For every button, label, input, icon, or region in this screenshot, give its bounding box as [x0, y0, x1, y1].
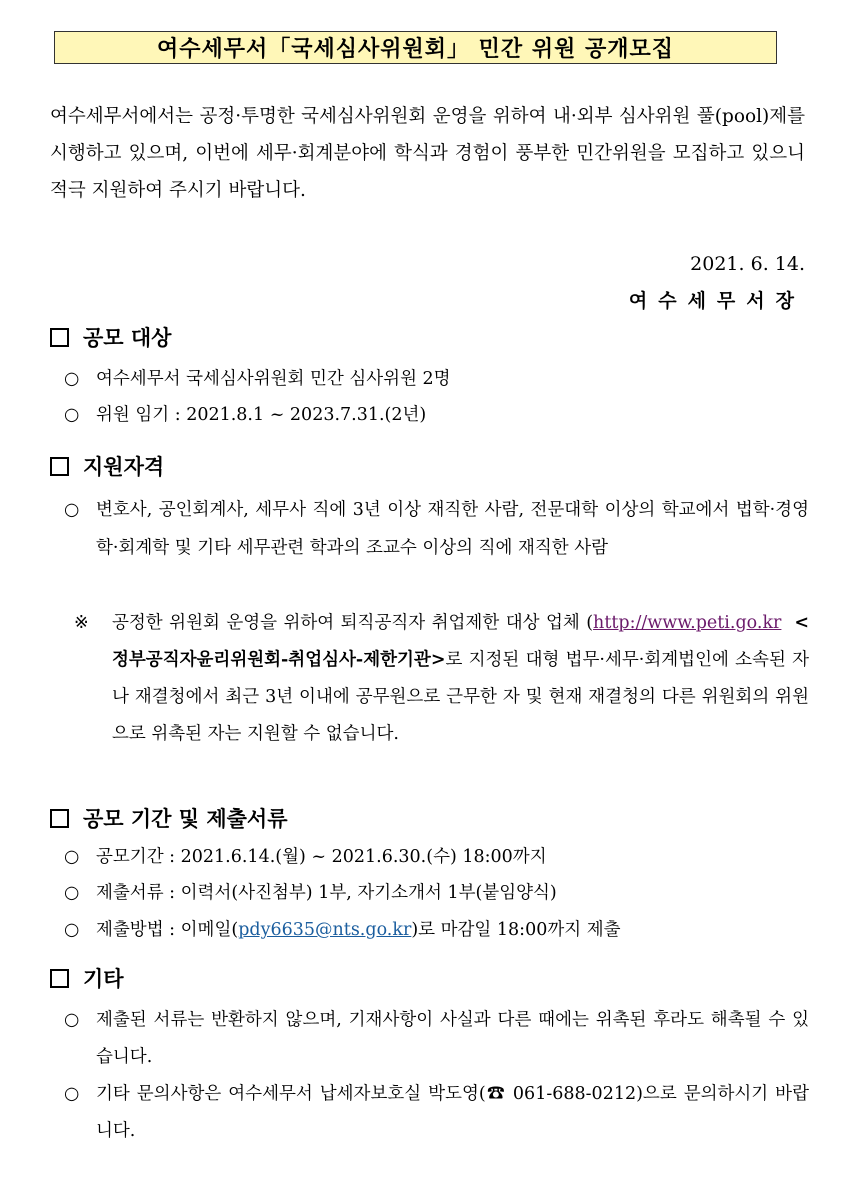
announcement-date: 2021. 6. 14. [690, 253, 805, 275]
circle-bullet-icon: ○ [64, 1010, 80, 1030]
peti-link[interactable]: http://www.peti.go.kr [593, 613, 782, 633]
list-item: ○ 기타 문의사항은 여수세무서 납세자보호실 박도영(☎ 061-688-0212)으로 문의하시기 바랍니다. [64, 1076, 809, 1150]
section-target-heading [50, 322, 171, 352]
email-link[interactable]: pdy6635@nts.go.kr [238, 920, 412, 940]
section-title: 공모 대상 [83, 326, 172, 350]
checkbox-square-icon [50, 457, 69, 476]
section-period-heading [50, 803, 288, 833]
section-title: 공모 기간 및 제출서류 [83, 807, 288, 831]
circle-bullet-icon: ○ [64, 369, 80, 389]
checkbox-square-icon [50, 328, 69, 347]
qualification-note: ※ 공정한 위원회 운영을 위하여 퇴직공직자 취업제한 대상 업체 (http://www.peti.go.kr <정부공직자윤리위원회-취업심사-제한기관>로 지정된 대형 법무·세무·회계법인에 소속된 자나 재결청에서 최근 3년 이내에 공무원으로 근무한 자 및 현재 재결청의 다른 위원회의 위원으로 위촉된 자는 지원할 수 없습니다. [74, 605, 809, 753]
list-item: ○ 여수세무서 국세심사위원회 민간 심사위원 2명 [64, 361, 809, 397]
list-item: ○ 제출방법 : 이메일(pdy6635@nts.go.kr)로 마감일 18:00까지 제출 [64, 912, 809, 948]
section-etc-heading [50, 963, 124, 993]
checkbox-square-icon [50, 809, 69, 828]
circle-bullet-icon: ○ [64, 920, 80, 940]
list-item: ○ 위원 임기 : 2021.8.1 ~ 2023.7.31.(2년) [64, 397, 809, 433]
circle-bullet-icon: ○ [64, 883, 80, 903]
section-title: 지원자격 [83, 455, 165, 479]
issuing-office: 여수세무서장 [628, 290, 805, 312]
section-title: 기타 [83, 967, 124, 991]
circle-bullet-icon: ○ [64, 405, 80, 425]
list-item: ○ 제출서류 : 이력서(사진첨부) 1부, 자기소개서 1부(붙임양식) [64, 875, 809, 911]
section-qualification-heading [50, 451, 164, 481]
list-item: ○ 변호사, 공인회계사, 세무사 직에 3년 이상 재직한 사람, 전문대학 이상의 학교에서 법학·경영학·회계학 및 기타 세무관련 학과의 조교수 이상의 직에 재직한 사람 [64, 491, 809, 567]
circle-bullet-icon: ○ [64, 500, 80, 520]
page-title: 여수세무서「국세심사위원회」 민간 위원 공개모집 [54, 31, 777, 64]
circle-bullet-icon: ○ [64, 847, 80, 867]
list-item: ○ 공모기간 : 2021.6.14.(월) ~ 2021.6.30.(수) 18:00까지 [64, 839, 809, 875]
circle-bullet-icon: ○ [64, 1084, 80, 1104]
list-item: ○ 제출된 서류는 반환하지 않으며, 기재사항이 사실과 다른 때에는 위촉된 후라도 해촉될 수 있습니다. [64, 1002, 809, 1076]
restricted-institution-label: <정부공직자윤리위원회-취업심사-제한기관> [112, 613, 809, 670]
intro-paragraph: 여수세무서에서는 공정·투명한 국세심사위원회 운영을 위하여 내·외부 심사위원 풀(pool)제를 시행하고 있으며, 이번에 세무·회계분야에 학식과 경험이 풍부한 민간위원을 모집하고 있으니 적극 지원하여 주시기 바랍니다. [50, 106, 805, 201]
checkbox-square-icon [50, 969, 69, 988]
reference-mark-icon: ※ [74, 613, 89, 633]
